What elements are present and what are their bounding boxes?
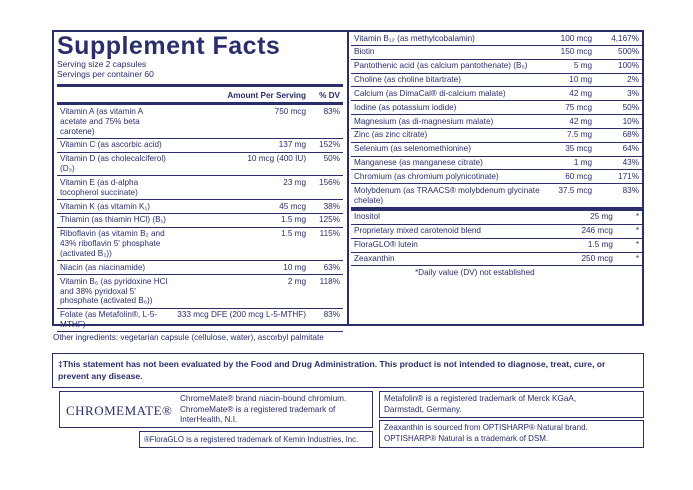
nutrient-row	[351, 45, 642, 59]
nutrient-dv: 63%	[309, 261, 343, 275]
nutrient-name: Manganese (as manganese citrate)	[351, 156, 547, 170]
floraglo-text: ®FloraGLO is a registered trademark of Kemin Industries, Inc.	[144, 435, 359, 444]
nutrient-row	[57, 308, 343, 332]
nutrient-row	[351, 170, 642, 184]
nutrient-row	[351, 87, 642, 101]
nutrient-dv: 171%	[595, 170, 642, 184]
nutrient-row	[351, 128, 642, 142]
left-nutrient-table	[57, 87, 343, 332]
nutrient-dv: *	[616, 224, 642, 238]
floraglo-box	[139, 431, 373, 448]
nutrient-name: Biotin	[351, 45, 547, 59]
nutrient-dv: 50%	[309, 152, 343, 176]
nutrient-amount: 10 mcg (400 IU)	[174, 152, 309, 176]
nutrient-dv: *	[616, 238, 642, 252]
nutrient-amount: 75 mcg	[547, 101, 595, 115]
nutrient-amount: 150 mcg	[547, 45, 595, 59]
nutrient-dv: 83%	[595, 184, 642, 208]
nutrient-row	[351, 238, 642, 252]
nutrient-name: Selenium (as selenomethionine)	[351, 142, 547, 156]
nutrient-name: Riboflavin (as vitamin B₂ and 43% riboflavin 5' phosphate (activated B₂))	[57, 227, 174, 261]
nutrient-dv: 38%	[309, 200, 343, 214]
nutrient-dv: 83%	[309, 104, 343, 139]
panel-title: Supplement Facts	[57, 32, 281, 60]
nutrient-name: Niacin (as niacinamide)	[57, 261, 174, 275]
nutrient-row	[57, 176, 343, 200]
other-ingredients: Other ingredients: vegetarian capsule (cellulose, water), ascorbyl palmitate	[53, 333, 324, 342]
nutrient-name: Vitamin C (as ascorbic acid)	[57, 138, 174, 152]
dv-note: *Daily value (DV) not established	[415, 268, 535, 278]
nutrient-amount: 1 mg	[547, 156, 595, 170]
nutrient-name: Thiamin (as thiamin HCl) (B₁)	[57, 213, 174, 227]
servings-per-container: Servings per container 60	[57, 69, 154, 79]
nutrient-amount: 23 mg	[174, 176, 309, 200]
nutrient-amount: 246 mcg	[547, 224, 616, 238]
nutrient-dv: 83%	[309, 308, 343, 332]
nutrient-dv: 100%	[595, 59, 642, 73]
nutrient-name: Vitamin A (as vitamin A acetate and 75% beta carotene)	[57, 104, 174, 139]
nutrient-name: FloraGLO® lutein	[351, 238, 547, 252]
nutrient-amount: 137 mg	[174, 138, 309, 152]
nutrient-row	[351, 59, 642, 73]
header-row	[57, 87, 343, 104]
nutrient-dv: 10%	[595, 115, 642, 129]
nutrient-dv: 118%	[309, 275, 343, 309]
nutrient-row	[57, 104, 343, 139]
nutrient-row	[351, 156, 642, 170]
nutrient-amount: 250 mcg	[547, 252, 616, 266]
zeaxanthin-text: Zeaxanthin is sourced from OPTISHARP® Natural brand. OPTISHARP® Natural is a trademark of DSM.	[384, 423, 588, 443]
nutrient-name: Zeaxanthin	[351, 252, 547, 266]
nutrient-dv: *	[616, 252, 642, 266]
nutrient-name: Molybdenum (as TRAACS® molybdenum glycinate chelate)	[351, 184, 547, 208]
nutrient-name: Proprietary mixed carotenoid blend	[351, 224, 547, 238]
nutrient-row	[57, 200, 343, 214]
nutrient-row	[351, 115, 642, 129]
nutrient-amount: 100 mcg	[547, 32, 595, 45]
column-divider	[347, 32, 349, 324]
nutrient-name: Choline (as choline bitartrate)	[351, 73, 547, 87]
nutrient-row	[351, 101, 642, 115]
nutrient-dv: 4,167%	[595, 32, 642, 45]
nutrient-amount: 37.5 mcg	[547, 184, 595, 208]
nutrient-amount: 1.5 mg	[547, 238, 616, 252]
nutrient-row	[57, 138, 343, 152]
nutrient-dv: 68%	[595, 128, 642, 142]
nutrient-name: Vitamin E (as d-alpha tocopherol succinate)	[57, 176, 174, 200]
metafolin-box	[379, 391, 644, 418]
supplement-facts-panel	[52, 30, 644, 330]
nutrient-row	[351, 252, 642, 266]
zeaxanthin-box	[379, 420, 644, 448]
nutrient-amount: 42 mg	[547, 115, 595, 129]
nutrient-row	[57, 227, 343, 261]
metafolin-text: Metafolin® is a registered trademark of Merck KGaA, Darmstadt, Germany.	[384, 394, 577, 414]
header-amount: Amount Per Serving	[174, 87, 309, 104]
fda-statement-box	[52, 353, 644, 388]
nutrient-amount: 7.5 mg	[547, 128, 595, 142]
right-other-table	[351, 211, 642, 266]
nutrient-name: Pantothenic acid (as calcium pantothenate) (B₅)	[351, 59, 547, 73]
nutrient-name: Inositol	[351, 211, 547, 224]
nutrient-dv: 64%	[595, 142, 642, 156]
nutrient-dv: *	[616, 211, 642, 224]
nutrient-amount: 60 mcg	[547, 170, 595, 184]
nutrient-dv: 500%	[595, 45, 642, 59]
nutrient-dv: 3%	[595, 87, 642, 101]
nutrient-dv: 152%	[309, 138, 343, 152]
nutrient-name: Iodine (as potassium iodide)	[351, 101, 547, 115]
nutrient-name: Calcium (as DimaCal® di-calcium malate)	[351, 87, 547, 101]
nutrient-name: Vitamin B₁₂ (as methylcobalamin)	[351, 32, 547, 45]
right-nutrient-table	[351, 32, 642, 208]
nutrient-dv: 50%	[595, 101, 642, 115]
nutrient-amount: 45 mcg	[174, 200, 309, 214]
nutrient-name: Zinc (as zinc citrate)	[351, 128, 547, 142]
nutrient-amount: 10 mg	[174, 261, 309, 275]
left-column	[57, 34, 343, 332]
nutrient-dv: 115%	[309, 227, 343, 261]
nutrient-row	[351, 142, 642, 156]
chromemate-logo: CHROMEMATE®	[66, 403, 173, 418]
nutrient-amount: 1.5 mg	[174, 227, 309, 261]
nutrient-row	[351, 32, 642, 45]
nutrient-amount: 10 mg	[547, 73, 595, 87]
nutrient-dv: 125%	[309, 213, 343, 227]
fda-statement: ‡This statement has not been evaluated by the Food and Drug Administration. This product is not intended to diagnose, treat, cure, or prevent any disease.	[58, 359, 606, 381]
nutrient-row	[351, 224, 642, 238]
nutrient-row	[57, 213, 343, 227]
nutrient-name: Chromium (as chromium polynicotinate)	[351, 170, 547, 184]
nutrient-amount: 2 mg	[174, 275, 309, 309]
nutrient-name: Magnesium (as di-magnesium malate)	[351, 115, 547, 129]
nutrient-row	[351, 184, 642, 208]
nutrient-name: Vitamin K (as vitamin K₁)	[57, 200, 174, 214]
header-dv: % DV	[309, 87, 343, 104]
nutrient-name: Folate (as Metafolin®, L-5-MTHF)	[57, 308, 174, 332]
nutrient-row	[57, 152, 343, 176]
nutrient-amount: 750 mcg	[174, 104, 309, 139]
serving-size: Serving size 2 capsules	[57, 59, 147, 69]
right-column	[351, 32, 642, 277]
nutrient-row	[351, 211, 642, 224]
chromemate-text: ChromeMate® brand niacin-bound chromium. ChromeMate® is a registered trademark of InterHealth, N.I.	[180, 394, 347, 424]
chromemate-box	[59, 391, 373, 428]
nutrient-dv: 2%	[595, 73, 642, 87]
nutrient-name: Vitamin D (as cholecalciferol) (D₃)	[57, 152, 174, 176]
nutrient-row	[351, 73, 642, 87]
nutrient-amount: 25 mg	[547, 211, 616, 224]
nutrient-amount: 333 mcg DFE (200 mcg L-5-MTHF)	[174, 308, 309, 332]
nutrient-row	[57, 275, 343, 309]
nutrient-row	[57, 261, 343, 275]
nutrient-amount: 1.5 mg	[174, 213, 309, 227]
nutrient-amount: 42 mg	[547, 87, 595, 101]
nutrient-dv: 156%	[309, 176, 343, 200]
nutrient-dv: 43%	[595, 156, 642, 170]
nutrient-amount: 35 mcg	[547, 142, 595, 156]
nutrient-name: Vitamin B₆ (as pyridoxine HCl and 38% pyridoxal 5' phosphate (activated B₆))	[57, 275, 174, 309]
nutrient-amount: 5 mg	[547, 59, 595, 73]
